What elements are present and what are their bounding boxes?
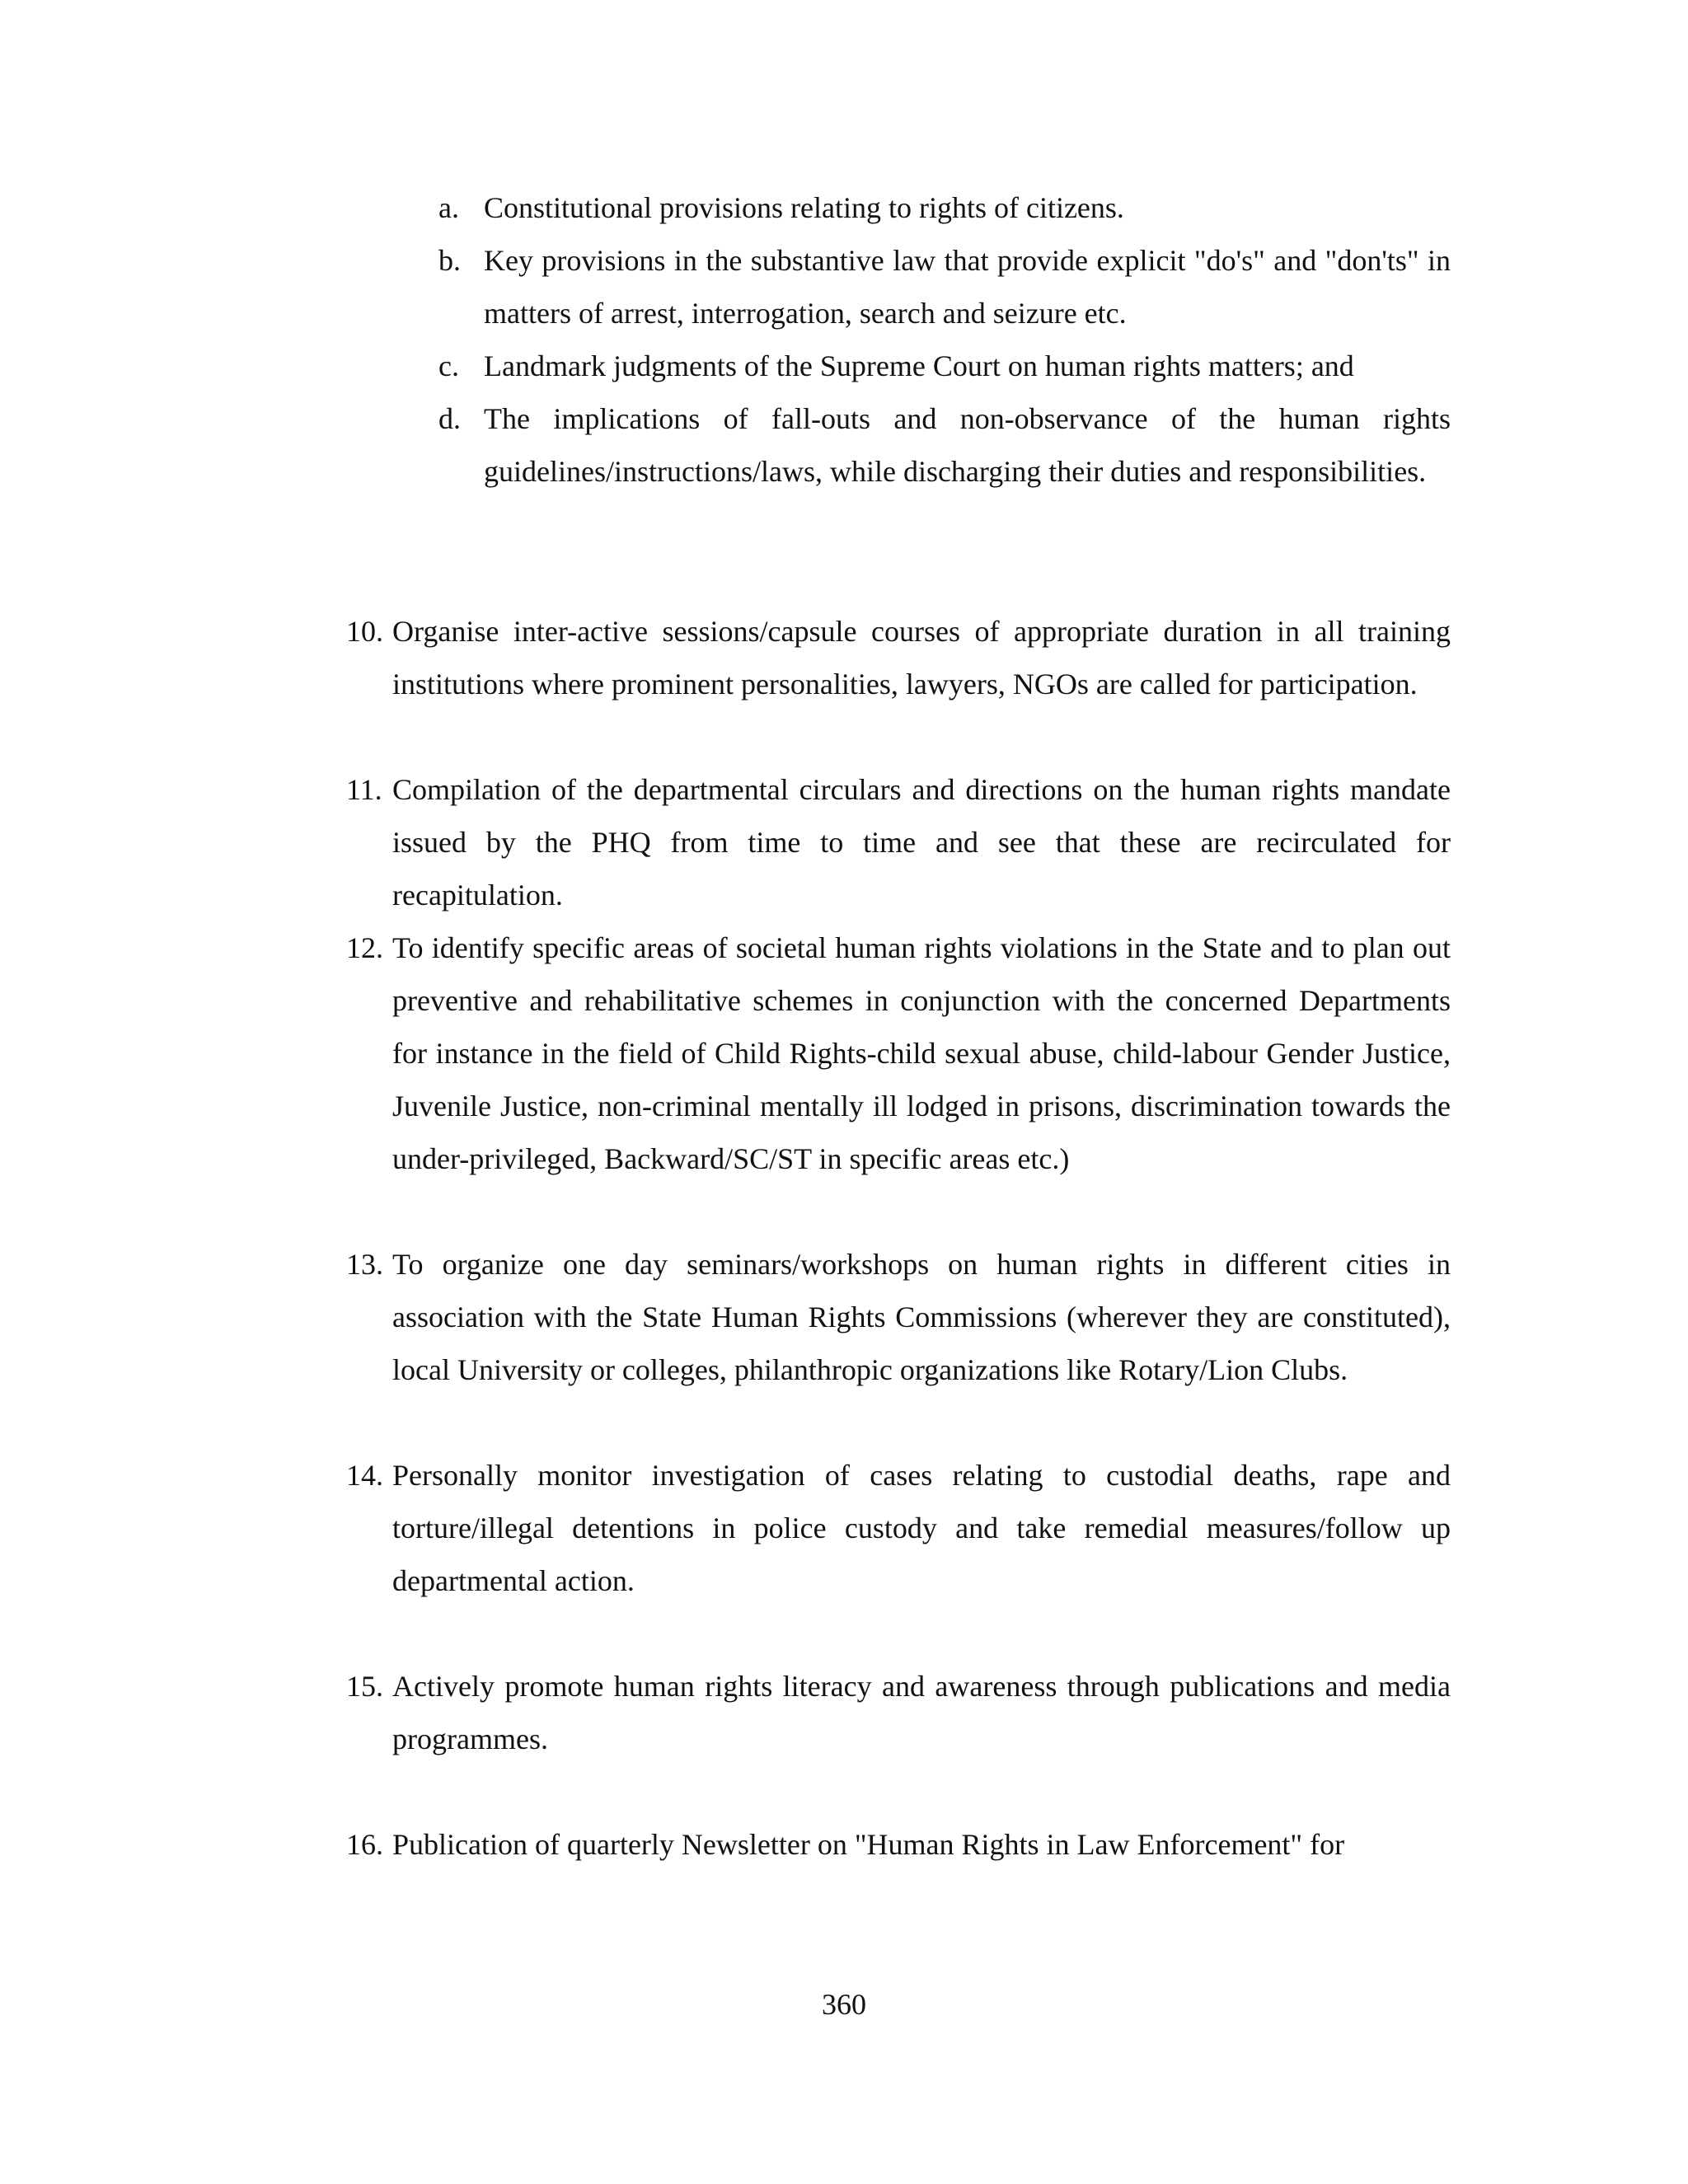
sub-list-item (438, 234, 1451, 340)
list-text: Actively promote human rights literacy and awareness through publications and media programmes. (392, 1670, 1451, 1755)
list-text: To identify specific areas of societal human rights violations in the State and to plan out preventive and rehabilitative schemes in conjunction with the concerned Departments for instance in the field of Child Rights-child sexual abuse, child-labour Gender Justice, Juvenile Justice, non-criminal mentally ill lodged in prisons, discrimination towards the under-privileged, Backward/SC/ST in specific areas etc.) (392, 931, 1451, 1175)
page-number: 360 (822, 1988, 866, 2021)
sub-list-marker: a. (438, 191, 459, 224)
list-marker: 11. (346, 773, 382, 806)
sub-list (438, 181, 1451, 498)
list-text: Publication of quarterly Newsletter on "Human Rights in Law Enforcement" for (392, 1828, 1345, 1861)
list-item-15 (346, 1660, 1451, 1765)
sub-list-item (438, 181, 1451, 234)
list-item-11 (346, 763, 1451, 921)
numbered-list (346, 605, 1451, 1871)
list-text: Organise inter-active sessions/capsule courses of appropriate duration in all training institutions where prominent personalities, lawyers, NGOs are called for participation. (392, 615, 1451, 701)
list-marker: 13. (346, 1248, 383, 1281)
list-marker: 14. (346, 1459, 383, 1492)
sub-list-text: Landmark judgments of the Supreme Court on human rights matters; and (484, 349, 1354, 382)
list-item-16 (346, 1818, 1451, 1871)
sub-list-marker: c. (438, 349, 459, 382)
sub-list-text: Constitutional provisions relating to rights of citizens. (484, 191, 1124, 224)
sub-list-item (438, 392, 1451, 498)
list-text: Personally monitor investigation of cases relating to custodial deaths, rape and torture/illegal detentions in police custody and take remedial measures/follow up departmental action. (392, 1459, 1451, 1597)
list-item-13 (346, 1238, 1451, 1396)
sub-list-marker: b. (438, 244, 461, 277)
list-marker: 10. (346, 615, 383, 648)
list-marker: 12. (346, 931, 383, 964)
list-text: To organize one day seminars/workshops on human rights in different cities in association with the State Human Rights Commissions (wherever they are constituted), local University or colleges, philanthropic organizations like Rotary/Lion Clubs. (392, 1248, 1451, 1386)
list-item-12 (346, 921, 1451, 1185)
sub-list-text: Key provisions in the substantive law that provide explicit "do's" and "don'ts" in matters of arrest, interrogation, search and seizure etc. (484, 244, 1451, 330)
list-text: Compilation of the departmental circulars and directions on the human rights mandate issued by the PHQ from time to time and see that these are recirculated for recapitulation. (392, 773, 1451, 912)
list-item-10 (346, 605, 1451, 710)
list-marker: 15. (346, 1670, 383, 1703)
sub-list-text: The implications of fall-outs and non-observance of the human rights guidelines/instructions/laws, while discharging their duties and responsibilities. (484, 402, 1451, 488)
list-item-14 (346, 1449, 1451, 1607)
list-marker: 16. (346, 1828, 383, 1861)
sub-list-marker: d. (438, 402, 461, 435)
sub-list-item (438, 340, 1451, 392)
